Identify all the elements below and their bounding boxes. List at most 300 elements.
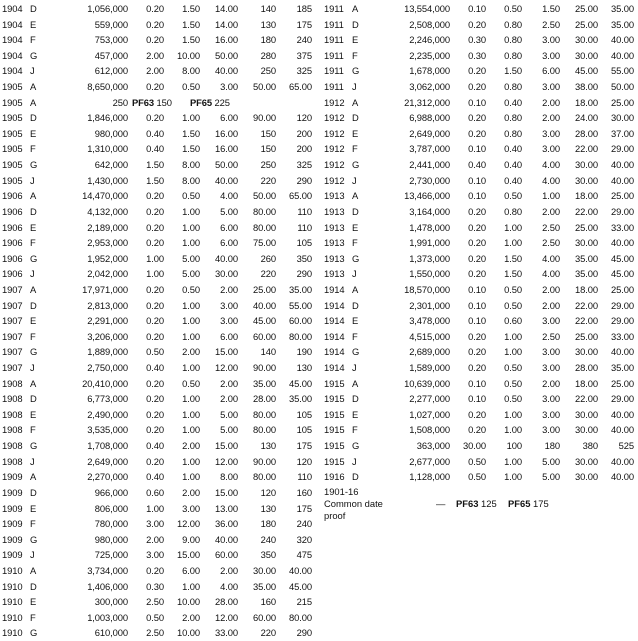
grade-4-cell: 60.00 xyxy=(253,330,276,342)
mintage-cell: 3,787,000 xyxy=(409,143,450,155)
year-cell: 1907 xyxy=(2,346,23,358)
grade-5-cell: 45.00 xyxy=(289,580,312,592)
grade-3-cell: 16.00 xyxy=(215,127,238,139)
grade-1-cell: 0.30 xyxy=(468,49,486,61)
mintage-cell: 2,689,000 xyxy=(409,346,450,358)
proof-label-row xyxy=(324,510,636,522)
grade-3-cell: 2.00 xyxy=(542,112,560,124)
mint-mark-cell: G xyxy=(30,49,38,61)
grade-2-cell: 1.00 xyxy=(182,471,200,483)
year-cell: 1916 xyxy=(324,471,345,483)
grade-1-cell: 0.20 xyxy=(468,81,486,93)
year-cell: 1908 xyxy=(2,393,23,405)
mint-mark-cell: D xyxy=(30,299,37,311)
year-cell: 1908 xyxy=(2,424,23,436)
common-date-proof-row xyxy=(324,486,636,498)
mint-mark-cell: G xyxy=(30,346,38,358)
mintage-cell: 1,373,000 xyxy=(409,252,450,264)
grade-5-cell: 29.00 xyxy=(611,315,634,327)
grade-2-cell: 2.00 xyxy=(182,611,200,623)
table-row xyxy=(2,516,314,532)
grade-2-cell: 3.00 xyxy=(182,502,200,514)
year-cell: 1913 xyxy=(324,190,345,202)
mintage-cell: 2,730,000 xyxy=(409,174,450,186)
mintage-cell: 725,000 xyxy=(94,549,128,561)
grade-2-cell: 0.50 xyxy=(182,283,200,295)
grade-3-cell: 3.00 xyxy=(542,81,560,93)
grade-4-cell: 180 xyxy=(260,518,276,530)
mint-mark-cell: E xyxy=(30,502,37,514)
mint-mark-cell: J xyxy=(352,268,357,280)
mint-mark-cell: F xyxy=(30,518,36,530)
grade-4-cell: 30.00 xyxy=(575,159,598,171)
grade-1-cell: 0.20 xyxy=(146,299,164,311)
mintage-cell: 1,589,000 xyxy=(409,362,450,374)
table-row xyxy=(324,469,636,485)
mint-mark-cell: F xyxy=(352,330,358,342)
grade-2-cell: 10.00 xyxy=(177,49,200,61)
mintage-cell: 2,490,000 xyxy=(87,408,128,420)
table-row xyxy=(2,220,314,236)
year-cell: 1906 xyxy=(2,205,23,217)
mintage-cell: 1,991,000 xyxy=(409,237,450,249)
grade-5-cell: 175 xyxy=(296,440,312,452)
grade-3-cell: 30.00 xyxy=(215,268,238,280)
mint-mark-cell: F xyxy=(30,143,36,155)
grade-3-cell: 3.00 xyxy=(542,408,560,420)
grade-5-cell: 240 xyxy=(296,518,312,530)
grade-3-cell: 4.00 xyxy=(542,174,560,186)
table-row xyxy=(2,594,314,610)
grade-2-cell: 1.00 xyxy=(504,408,522,420)
grade-4-cell: 130 xyxy=(260,18,276,30)
grade-3-cell: 15.00 xyxy=(215,440,238,452)
mint-mark-cell: D xyxy=(30,112,37,124)
year-cell: 1911 xyxy=(324,3,344,14)
mint-mark-cell: A xyxy=(30,96,37,108)
year-cell: 1904 xyxy=(2,3,23,14)
grade-3-cell: 40.00 xyxy=(215,533,238,545)
year-cell: 1913 xyxy=(324,221,345,233)
grade-3-cell: 8.00 xyxy=(220,471,238,483)
grade-2-cell: 10.00 xyxy=(177,596,200,608)
grade-5-cell: 45.00 xyxy=(611,268,634,280)
pf65-price xyxy=(508,498,549,510)
grade-4-cell: 80.00 xyxy=(253,221,276,233)
grade-1-cell: 0.40 xyxy=(146,143,164,155)
mint-mark-cell: J xyxy=(30,455,35,467)
grade-4-cell: 38.00 xyxy=(575,81,598,93)
mintage-cell: 21,312,000 xyxy=(404,96,450,108)
mint-mark-cell: A xyxy=(352,283,359,295)
grade-2-cell: 1.00 xyxy=(182,315,200,327)
mintage-cell: 2,277,000 xyxy=(409,393,450,405)
grade-5-cell: 105 xyxy=(296,408,312,420)
grade-5-cell: 33.00 xyxy=(611,330,634,342)
grade-3-cell: 40.00 xyxy=(215,252,238,264)
grade-1-cell: 2.00 xyxy=(146,533,164,545)
grade-2-cell: 0.80 xyxy=(504,127,522,139)
grade-5-cell: 130 xyxy=(296,362,312,374)
pf65-value: 225 xyxy=(214,96,230,108)
year-cell: 1915 xyxy=(324,424,345,436)
grade-5-cell: 40.00 xyxy=(611,424,634,436)
grade-2-cell: 0.40 xyxy=(504,96,522,108)
grade-2-cell: 1.50 xyxy=(182,18,200,30)
grade-4-cell: 80.00 xyxy=(253,408,276,420)
table-row xyxy=(2,532,314,548)
table-row xyxy=(324,204,636,220)
grade-3-cell: 2.00 xyxy=(542,283,560,295)
mint-mark-cell: J xyxy=(352,362,357,374)
mint-mark-cell: E xyxy=(352,221,359,233)
pf65-label: PF65 xyxy=(508,497,531,509)
year-cell: 1913 xyxy=(324,205,345,217)
mintage-cell: 6,988,000 xyxy=(409,112,450,124)
grade-4-cell: 30.00 xyxy=(575,34,598,46)
grade-3-cell: 2.50 xyxy=(542,18,560,30)
year-cell: 1909 xyxy=(2,518,23,530)
year-cell: 1909 xyxy=(2,502,23,514)
mintage-cell: 2,235,000 xyxy=(409,49,450,61)
grade-3-cell: 28.00 xyxy=(215,596,238,608)
grade-4-cell: 160 xyxy=(260,596,276,608)
grade-5-cell: 55.00 xyxy=(289,299,312,311)
table-row xyxy=(324,438,636,454)
grade-1-cell: 30.00 xyxy=(463,440,486,452)
grade-2-cell: 2.00 xyxy=(182,440,200,452)
mint-mark-cell: E xyxy=(30,596,37,608)
mint-mark-cell: A xyxy=(30,190,37,202)
mint-mark-cell: G xyxy=(30,252,38,264)
year-cell: 1912 xyxy=(324,143,345,155)
grade-1-cell: 0.40 xyxy=(146,362,164,374)
grade-1-cell: 0.20 xyxy=(468,268,486,280)
year-cell: 1906 xyxy=(2,221,23,233)
mint-mark-cell: F xyxy=(352,424,358,436)
pf65-value: 175 xyxy=(533,497,549,509)
grade-5-cell: 25.00 xyxy=(611,190,634,202)
year-cell: 1912 xyxy=(324,174,345,186)
grade-3-cell: 3.00 xyxy=(542,315,560,327)
mintage-cell: 1,003,000 xyxy=(87,611,128,623)
grade-1-cell: 1.50 xyxy=(146,159,164,171)
grade-1-cell: 0.20 xyxy=(146,330,164,342)
grade-3-cell: 3.00 xyxy=(542,424,560,436)
grade-2-cell: 1.00 xyxy=(182,362,200,374)
grade-1-cell: 0.20 xyxy=(468,65,486,77)
grade-2-cell: 1.50 xyxy=(504,268,522,280)
grade-3-cell: 1.50 xyxy=(542,3,560,14)
grade-4-cell: 30.00 xyxy=(575,408,598,420)
grade-4-cell: 45.00 xyxy=(253,315,276,327)
mintage-cell: 13,466,000 xyxy=(404,190,450,202)
grade-5-cell: 25.00 xyxy=(611,283,634,295)
grade-3-cell: 5.00 xyxy=(542,471,560,483)
grade-2-cell: 9.00 xyxy=(182,533,200,545)
mintage-cell: 1,128,000 xyxy=(409,471,450,483)
grade-5-cell: 175 xyxy=(296,18,312,30)
grade-4-cell: 30.00 xyxy=(575,49,598,61)
mintage-cell: 780,000 xyxy=(94,518,128,530)
mint-mark-cell: D xyxy=(30,486,37,498)
grade-5-cell: 325 xyxy=(296,159,312,171)
grade-2-cell: 0.40 xyxy=(504,143,522,155)
grade-4-cell: 22.00 xyxy=(575,315,598,327)
mintage-cell: 966,000 xyxy=(94,486,128,498)
pf63-label: PF63 xyxy=(132,96,155,108)
grade-5-cell: 120 xyxy=(296,455,312,467)
pf63-value: 125 xyxy=(481,497,497,509)
mintage-cell: 1,310,000 xyxy=(87,143,128,155)
table-row xyxy=(2,329,314,345)
grade-5-cell: 40.00 xyxy=(289,564,312,576)
mintage-cell: 559,000 xyxy=(94,18,128,30)
grade-1-cell: 0.20 xyxy=(468,408,486,420)
table-row xyxy=(2,204,314,220)
grade-5-cell: 37.00 xyxy=(611,127,634,139)
grade-4-cell: 30.00 xyxy=(575,174,598,186)
mint-mark-cell: J xyxy=(352,174,357,186)
mint-mark-cell: D xyxy=(352,205,359,217)
pf63-label: PF63 xyxy=(456,497,479,509)
table-row xyxy=(2,1,314,17)
year-cell: 1906 xyxy=(2,268,23,280)
year-cell: 1915 xyxy=(324,408,345,420)
mintage-cell: 1,550,000 xyxy=(409,268,450,280)
grade-5-cell: 40.00 xyxy=(611,174,634,186)
grade-4-cell: 90.00 xyxy=(253,362,276,374)
mintage-cell: 1,952,000 xyxy=(87,252,128,264)
grade-2-cell: 1.00 xyxy=(182,299,200,311)
table-row xyxy=(324,282,636,298)
grade-2-cell: 1.00 xyxy=(182,424,200,436)
note-common-date: Common date xyxy=(324,497,383,509)
year-cell: 1909 xyxy=(2,486,23,498)
dash-mintage: — xyxy=(436,497,446,509)
year-cell: 1913 xyxy=(324,268,345,280)
mint-mark-cell: J xyxy=(30,268,35,280)
grade-4-cell: 18.00 xyxy=(575,283,598,295)
grade-5-cell: 350 xyxy=(296,252,312,264)
grade-2-cell: 1.00 xyxy=(504,330,522,342)
year-cell: 1908 xyxy=(2,408,23,420)
proof-row xyxy=(2,95,314,111)
grade-5-cell: 55.00 xyxy=(611,65,634,77)
year-cell: 1910 xyxy=(2,580,23,592)
grade-4-cell: 280 xyxy=(260,49,276,61)
grade-1-cell: 0.10 xyxy=(468,283,486,295)
grade-5-cell: 190 xyxy=(296,346,312,358)
grade-3-cell: 3.00 xyxy=(542,49,560,61)
grade-4-cell: 90.00 xyxy=(253,455,276,467)
grade-5-cell: 110 xyxy=(297,471,312,483)
mint-mark-cell: A xyxy=(30,471,37,483)
grade-3-cell: 1.00 xyxy=(542,190,560,202)
grade-2-cell: 1.00 xyxy=(504,237,522,249)
grade-4-cell: 35.00 xyxy=(575,268,598,280)
year-cell: 1905 xyxy=(2,81,23,93)
mint-mark-cell: E xyxy=(30,315,37,327)
grade-4-cell: 18.00 xyxy=(575,377,598,389)
year-cell: 1912 xyxy=(324,127,345,139)
grade-3-cell: 33.00 xyxy=(215,627,238,639)
mint-mark-cell: D xyxy=(352,471,359,483)
mint-mark-cell: A xyxy=(352,190,359,202)
left-price-table xyxy=(2,1,314,641)
mint-mark-cell: E xyxy=(30,408,37,420)
mint-mark-cell: D xyxy=(30,205,37,217)
grade-4-cell: 18.00 xyxy=(575,190,598,202)
year-cell: 1905 xyxy=(2,112,23,124)
grade-2-cell: 8.00 xyxy=(182,174,200,186)
mintage-cell: 1,708,000 xyxy=(87,440,128,452)
grade-1-cell: 0.20 xyxy=(468,205,486,217)
grade-2-cell: 0.50 xyxy=(504,377,522,389)
grade-3-cell: 3.00 xyxy=(542,346,560,358)
grade-1-cell: 0.10 xyxy=(468,393,486,405)
grade-3-cell: 2.00 xyxy=(542,377,560,389)
grade-1-cell: 0.50 xyxy=(146,611,164,623)
year-cell: 1914 xyxy=(324,346,345,358)
grade-4-cell: 140 xyxy=(260,346,276,358)
table-row xyxy=(2,579,314,595)
grade-5-cell: 40.00 xyxy=(611,408,634,420)
grade-5-cell: 290 xyxy=(296,627,312,639)
grade-2-cell: 1.00 xyxy=(504,346,522,358)
grade-4-cell: 30.00 xyxy=(575,346,598,358)
grade-4-cell: 240 xyxy=(260,533,276,545)
mint-mark-cell: A xyxy=(30,81,37,93)
mintage-cell: 980,000 xyxy=(94,127,128,139)
table-row xyxy=(2,251,314,267)
grade-3-cell: 6.00 xyxy=(542,65,560,77)
grade-5-cell: 65.00 xyxy=(289,190,312,202)
grade-4-cell: 80.00 xyxy=(253,205,276,217)
year-cell: 1909 xyxy=(2,549,23,561)
grade-2-cell: 0.50 xyxy=(504,190,522,202)
grade-3-cell: 6.00 xyxy=(220,237,238,249)
pf65-price xyxy=(190,95,230,111)
grade-4-cell: 250 xyxy=(260,159,276,171)
mint-mark-cell: G xyxy=(352,346,360,358)
grade-1-cell: 0.20 xyxy=(146,3,164,14)
grade-4-cell: 40.00 xyxy=(253,299,276,311)
mint-mark-cell: F xyxy=(30,424,36,436)
table-row xyxy=(2,360,314,376)
grade-1-cell: 0.20 xyxy=(146,283,164,295)
mint-mark-cell: F xyxy=(352,49,358,61)
table-row xyxy=(2,469,314,485)
grade-3-cell: 3.00 xyxy=(220,299,238,311)
year-cell: 1910 xyxy=(2,596,23,608)
grade-2-cell: 1.00 xyxy=(182,112,200,124)
grade-3-cell: 4.00 xyxy=(542,159,560,171)
grade-2-cell: 1.00 xyxy=(182,455,200,467)
grade-3-cell: 14.00 xyxy=(215,18,238,30)
grade-2-cell: 0.40 xyxy=(504,174,522,186)
grade-5-cell: 185 xyxy=(296,3,312,14)
table-row xyxy=(2,313,314,329)
grade-4-cell: 350 xyxy=(260,549,276,561)
table-row xyxy=(2,407,314,423)
grade-2-cell: 1.00 xyxy=(182,237,200,249)
grade-4-cell: 30.00 xyxy=(575,471,598,483)
year-cell: 1906 xyxy=(2,190,23,202)
grade-4-cell: 30.00 xyxy=(575,455,598,467)
mintage-cell: 2,750,000 xyxy=(87,362,128,374)
table-row xyxy=(2,173,314,189)
year-cell: 1914 xyxy=(324,330,345,342)
table-row xyxy=(2,438,314,454)
year-cell: 1904 xyxy=(2,49,23,61)
table-row xyxy=(2,376,314,392)
year-cell: 1904 xyxy=(2,65,23,77)
grade-3-cell: 4.00 xyxy=(220,190,238,202)
table-row xyxy=(324,63,636,79)
table-row xyxy=(324,1,636,17)
grade-5-cell: 475 xyxy=(296,549,312,561)
grade-4-cell: 60.00 xyxy=(253,611,276,623)
grade-1-cell: 0.50 xyxy=(468,471,486,483)
table-row xyxy=(324,298,636,314)
grade-1-cell: 2.00 xyxy=(146,65,164,77)
mint-mark-cell: G xyxy=(30,159,38,171)
mintage-cell: 250 xyxy=(112,96,128,108)
grade-3-cell: 14.00 xyxy=(215,3,238,14)
mintage-cell: 753,000 xyxy=(94,34,128,46)
table-row xyxy=(324,141,636,157)
year-cell: 1914 xyxy=(324,299,345,311)
grade-2-cell: 2.00 xyxy=(182,346,200,358)
grade-3-cell: 4.00 xyxy=(220,580,238,592)
year-cell: 1912 xyxy=(324,159,345,171)
table-row xyxy=(324,95,636,111)
mintage-cell: 1,027,000 xyxy=(409,408,450,420)
grade-1-cell: 0.20 xyxy=(146,18,164,30)
mintage-cell: 300,000 xyxy=(94,596,128,608)
year-cell: 1906 xyxy=(2,237,23,249)
mint-mark-cell: E xyxy=(352,34,359,46)
grade-2-cell: 5.00 xyxy=(182,252,200,264)
mintage-cell: 1,478,000 xyxy=(409,221,450,233)
grade-3-cell: 36.00 xyxy=(215,518,238,530)
grade-5-cell: 40.00 xyxy=(611,471,634,483)
grade-5-cell: 25.00 xyxy=(611,377,634,389)
grade-5-cell: 80.00 xyxy=(289,330,312,342)
mint-mark-cell: G xyxy=(352,65,360,77)
table-row xyxy=(324,32,636,48)
table-row xyxy=(324,422,636,438)
grade-5-cell: 105 xyxy=(296,237,312,249)
grade-2-cell: 1.50 xyxy=(504,252,522,264)
table-row xyxy=(324,313,636,329)
grade-1-cell: 0.20 xyxy=(146,34,164,46)
year-cell: 1911 xyxy=(324,34,344,46)
table-row xyxy=(2,454,314,470)
grade-4-cell: 120 xyxy=(260,486,276,498)
grade-1-cell: 0.10 xyxy=(468,3,486,14)
grade-3-cell: 3.00 xyxy=(542,34,560,46)
grade-5-cell: 50.00 xyxy=(611,81,634,93)
grade-5-cell: 40.00 xyxy=(611,346,634,358)
mint-mark-cell: F xyxy=(30,330,36,342)
grade-3-cell: 13.00 xyxy=(215,502,238,514)
grade-5-cell: 30.00 xyxy=(611,112,634,124)
grade-1-cell: 3.00 xyxy=(146,549,164,561)
grade-1-cell: 0.10 xyxy=(468,96,486,108)
grade-1-cell: 2.50 xyxy=(146,596,164,608)
